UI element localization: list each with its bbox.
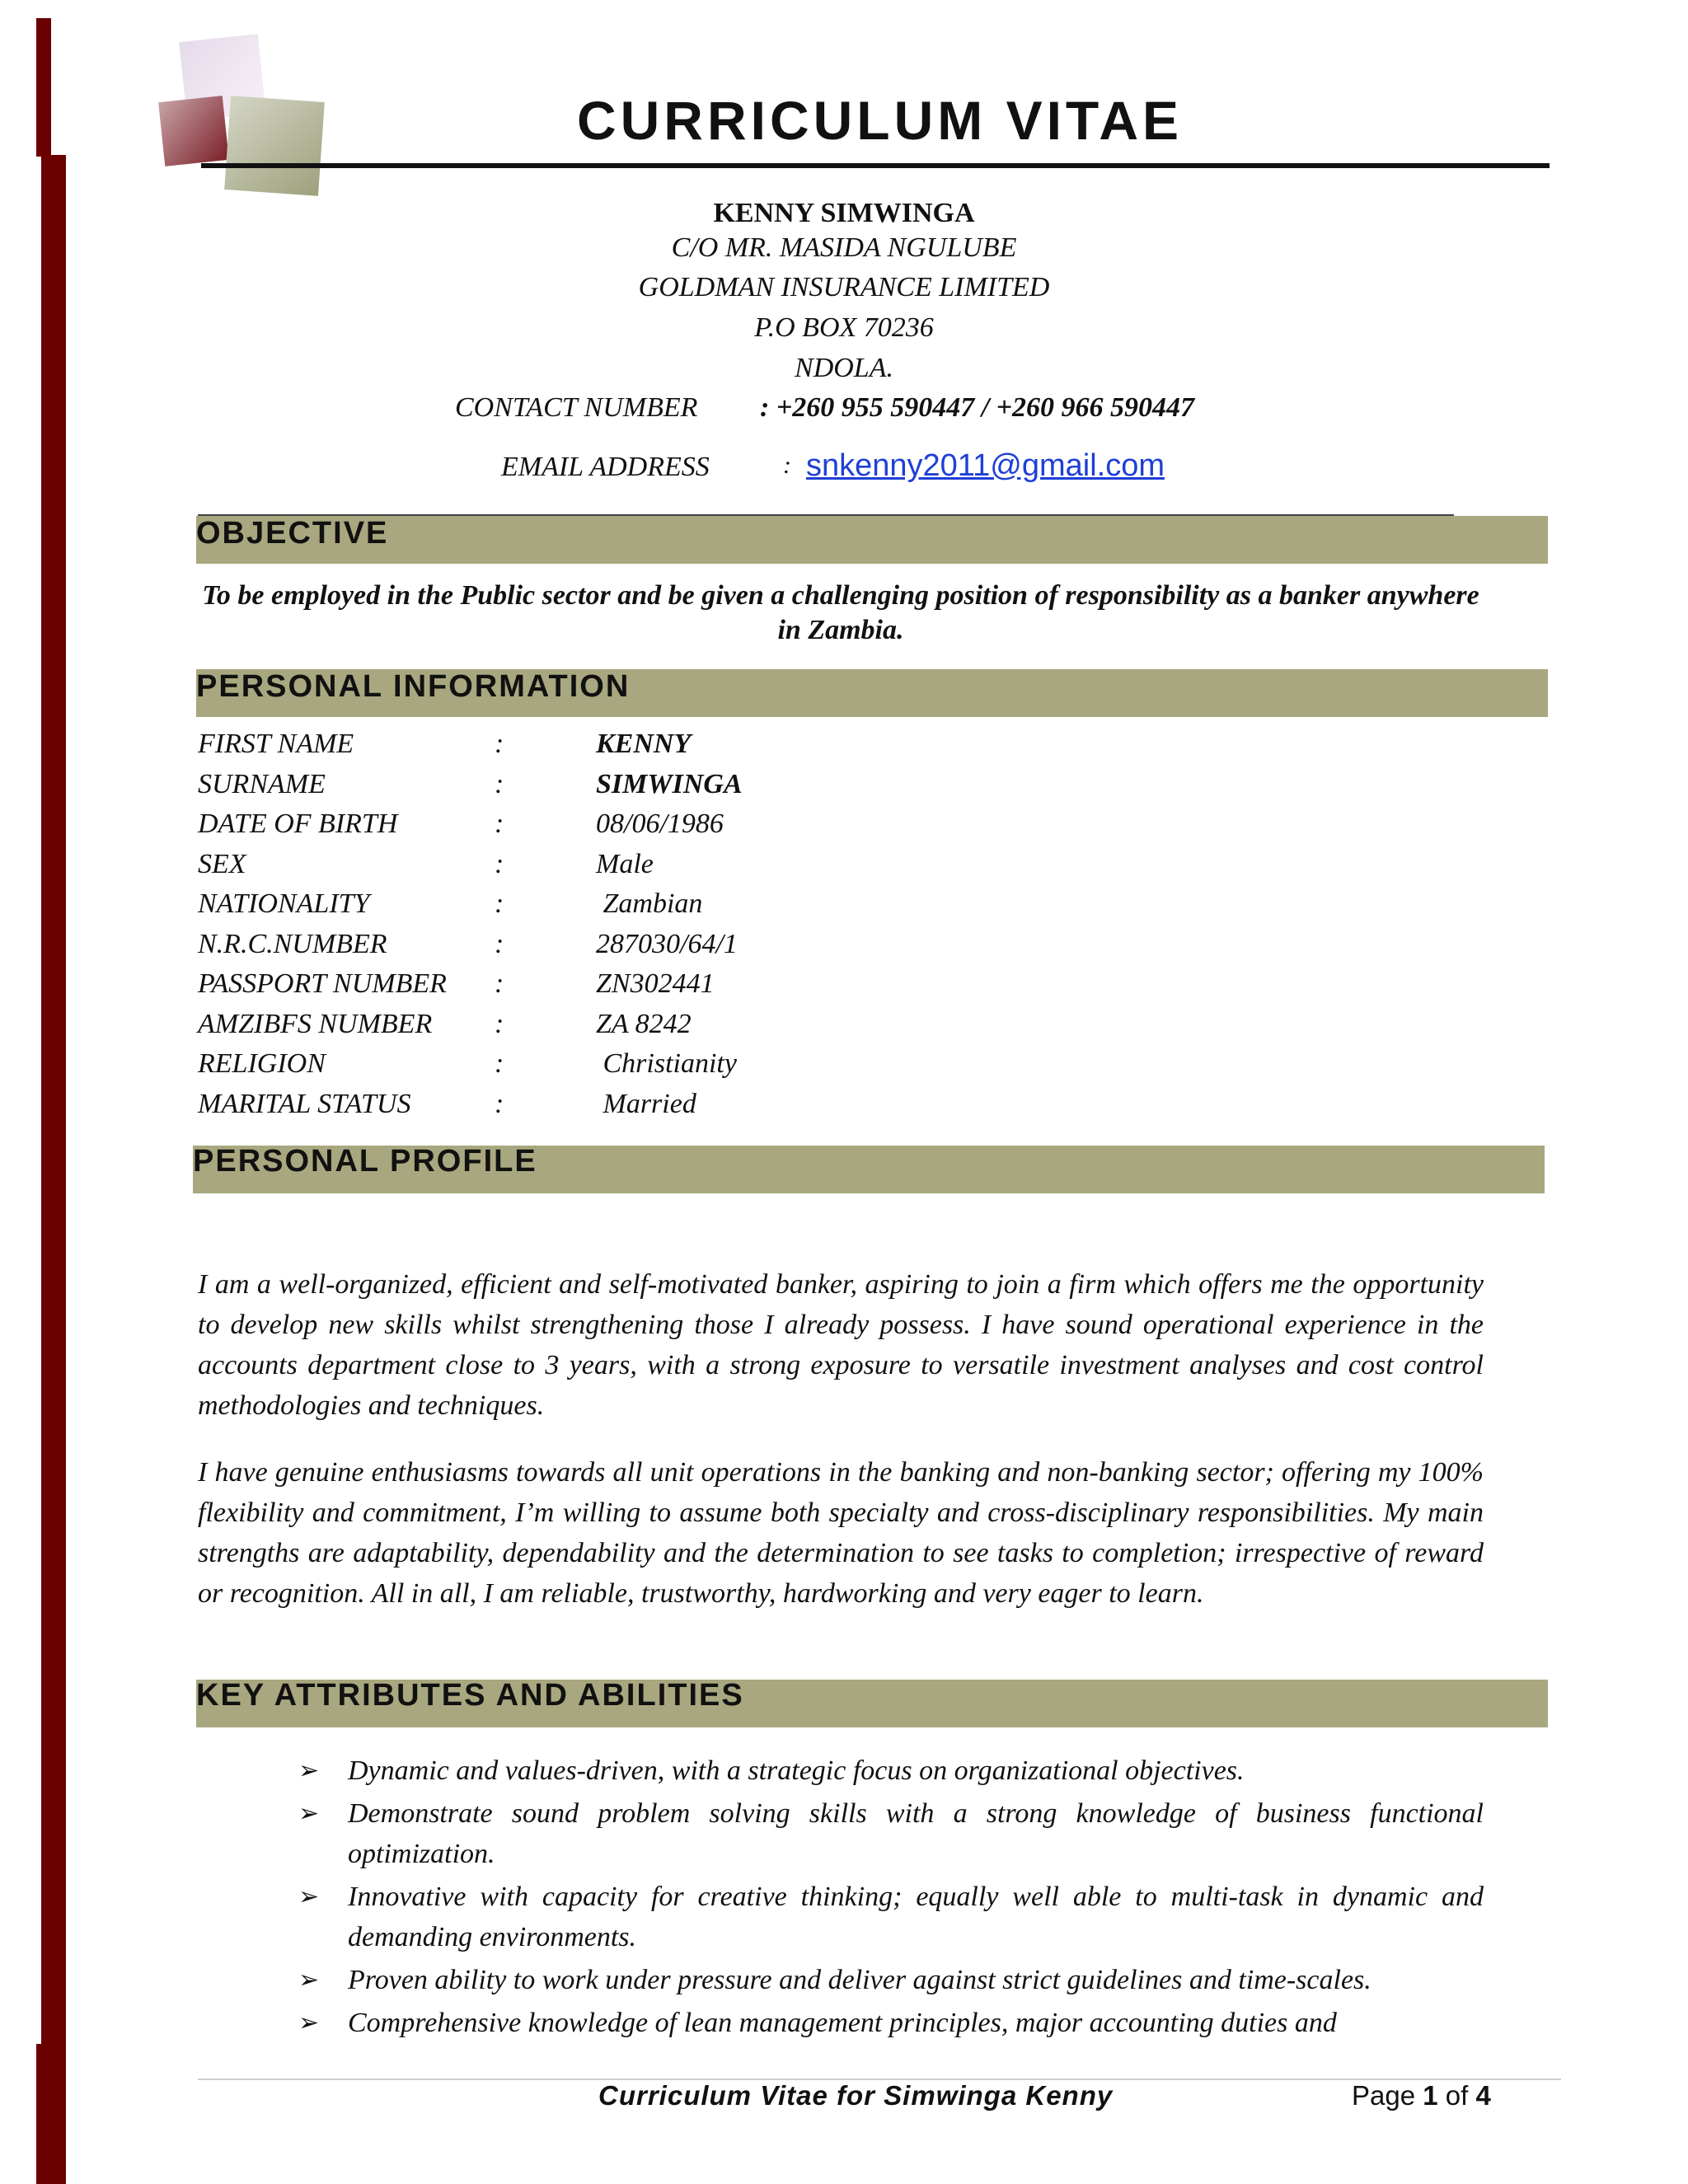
objective-section-bar bbox=[196, 516, 1548, 564]
attributes-list bbox=[298, 1750, 1484, 2046]
personal-profile-heading: PERSONAL PROFILE bbox=[193, 1144, 537, 1179]
info-value: Male bbox=[596, 849, 654, 879]
info-separator: : bbox=[495, 1089, 504, 1119]
info-value: 287030/64/1 bbox=[596, 929, 738, 959]
email-link[interactable]: snkenny2011@gmail.com bbox=[806, 448, 1165, 483]
page-word: Page bbox=[1352, 2080, 1416, 2111]
info-label: MARITAL STATUS bbox=[198, 1089, 411, 1119]
page-current: 1 bbox=[1423, 2080, 1438, 2111]
info-separator: : bbox=[495, 769, 504, 799]
objective-heading: OBJECTIVE bbox=[196, 516, 389, 551]
attribute-text: Innovative with capacity for creative thinking; equally well able to multi-task in dynamic and demanding environments. bbox=[348, 1882, 1484, 1952]
address-line-2: GOLDMAN INSURANCE LIMITED bbox=[638, 272, 1050, 302]
profile-paragraph-2: I have genuine enthusiasms towards all unit operations in the banking and non-banking sector; offering my 100% flexibility and commitment, I’m willing to assume both specialty and cross-disciplinary responsibilities. My main strengths are adaptability, dependability and the determination to see tasks to completion; irrespective of reward or recognition. All in all, I am reliable, trustworthy, hardworking and very eager to learn. bbox=[198, 1457, 1484, 1609]
contact-number-label: CONTACT NUMBER bbox=[455, 392, 698, 423]
attribute-text: Demonstrate sound problem solving skills with a strong knowledge of business functional optimization. bbox=[348, 1798, 1484, 1869]
info-label: NATIONALITY bbox=[198, 888, 370, 919]
left-margin-bar-bottom bbox=[36, 2044, 51, 2184]
attribute-text: Proven ability to work under pressure and deliver against strict guidelines and time-scales. bbox=[348, 1965, 1372, 1995]
info-label: SURNAME bbox=[198, 769, 326, 799]
contact-number-value: : +260 955 590447 / +260 966 590447 bbox=[760, 392, 1195, 423]
info-separator: : bbox=[495, 729, 504, 759]
info-value: Married bbox=[596, 1089, 696, 1119]
info-label: RELIGION bbox=[198, 1048, 326, 1079]
info-separator: : bbox=[495, 849, 504, 879]
list-item bbox=[298, 1793, 1484, 1874]
arrow-bullet-icon: ➢ bbox=[298, 1757, 320, 1784]
info-value: Zambian bbox=[596, 888, 703, 919]
address-line-4: NDOLA. bbox=[795, 353, 893, 383]
info-label: PASSPORT NUMBER bbox=[198, 968, 447, 999]
personal-information-heading: PERSONAL INFORMATION bbox=[196, 669, 631, 704]
left-margin-bar bbox=[41, 155, 66, 2184]
info-value: ZN302441 bbox=[596, 968, 715, 999]
info-separator: : bbox=[495, 968, 504, 999]
list-item bbox=[298, 1877, 1484, 1957]
info-separator: : bbox=[495, 808, 504, 839]
info-value: Christianity bbox=[596, 1048, 737, 1079]
info-separator: : bbox=[495, 1009, 504, 1039]
candidate-name: KENNY SIMWINGA bbox=[713, 198, 975, 228]
objective-text: To be employed in the Public sector and be given a challenging position of responsibility as a banker anywhere in Zambia. bbox=[202, 580, 1479, 645]
info-separator: : bbox=[495, 888, 504, 919]
info-value: ZA 8242 bbox=[596, 1009, 692, 1039]
info-label: SEX bbox=[198, 849, 246, 879]
arrow-bullet-icon: ➢ bbox=[298, 1883, 320, 1910]
email-colon: : bbox=[783, 452, 791, 479]
info-value: 08/06/1986 bbox=[596, 808, 724, 839]
of-word: of bbox=[1445, 2080, 1469, 2111]
profile-paragraph-1: I am a well-organized, efficient and self-motivated banker, aspiring to join a firm which offers me the opportunity to develop new skills whilst strengthening those I already possess. I have sound operational experience in the accounts department close to 3 years, with a strong exposure to versatile investment analyses and cost control methodologies and techniques. bbox=[198, 1269, 1484, 1421]
list-item bbox=[298, 1750, 1484, 1791]
key-attributes-heading: KEY ATTRIBUTES AND ABILITIES bbox=[196, 1678, 744, 1713]
document-title: CURRICULUM VITAE bbox=[576, 90, 1184, 151]
info-label: FIRST NAME bbox=[198, 729, 354, 759]
list-item bbox=[298, 1960, 1484, 2000]
info-separator: : bbox=[495, 1048, 504, 1079]
footer-title: Curriculum Vitae for Simwinga Kenny bbox=[598, 2080, 1114, 2111]
arrow-bullet-icon: ➢ bbox=[298, 1966, 320, 1994]
info-value: SIMWINGA bbox=[596, 769, 743, 799]
title-rule bbox=[201, 163, 1550, 168]
attribute-text: Dynamic and values-driven, with a strategic focus on organizational objectives. bbox=[348, 1755, 1245, 1786]
address-line-3: P.O BOX 70236 bbox=[754, 312, 934, 343]
info-label: AMZIBFS NUMBER bbox=[198, 1009, 433, 1039]
arrow-bullet-icon: ➢ bbox=[298, 2009, 320, 2036]
info-value: KENNY bbox=[596, 729, 692, 759]
page-number bbox=[1352, 2080, 1491, 2111]
arrow-bullet-icon: ➢ bbox=[298, 1800, 320, 1827]
info-separator: : bbox=[495, 929, 504, 959]
info-label: DATE OF BIRTH bbox=[198, 808, 398, 839]
page-total: 4 bbox=[1475, 2080, 1491, 2111]
info-label: N.R.C.NUMBER bbox=[198, 929, 387, 959]
list-item bbox=[298, 2003, 1484, 2043]
email-label: EMAIL ADDRESS bbox=[501, 452, 710, 482]
attribute-text: Comprehensive knowledge of lean management principles, major accounting duties and bbox=[348, 2008, 1337, 2038]
address-line-1: C/O MR. MASIDA NGULUBE bbox=[671, 232, 1017, 263]
